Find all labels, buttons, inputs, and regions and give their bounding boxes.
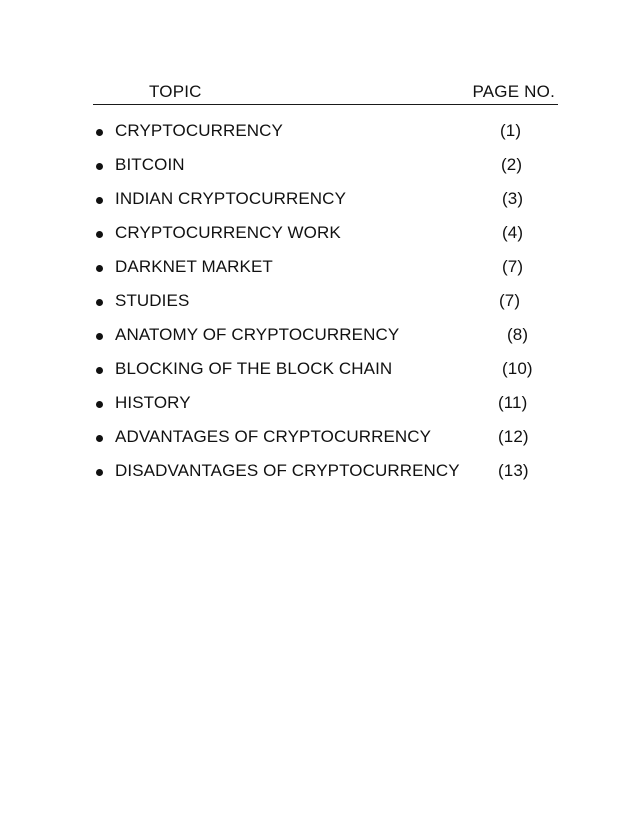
bullet-icon: [96, 367, 103, 374]
bullet-icon: [96, 129, 103, 136]
toc-entry: [93, 325, 563, 359]
table-of-contents: [93, 121, 563, 495]
bullet-icon: [96, 435, 103, 442]
toc-entry-title: DISADVANTAGES OF CRYPTOCURRENCY: [115, 461, 460, 480]
toc-entry-page: (2): [501, 155, 523, 174]
toc-entry-page: (1): [500, 121, 522, 140]
toc-entry: [93, 393, 563, 427]
toc-entry-title: STUDIES: [115, 291, 190, 310]
bullet-icon: [96, 231, 103, 238]
toc-entry: [93, 223, 563, 257]
toc-entry-page: (8): [507, 325, 529, 344]
toc-entry-title: DARKNET MARKET: [115, 257, 273, 276]
toc-entry-title: BITCOIN: [115, 155, 185, 174]
toc-entry-title: BLOCKING OF THE BLOCK CHAIN: [115, 359, 393, 378]
toc-entry-page: (7): [499, 291, 521, 310]
bullet-icon: [96, 333, 103, 340]
toc-entry: [93, 189, 563, 223]
topic-column-heading: TOPIC: [149, 82, 202, 101]
bullet-icon: [96, 299, 103, 306]
toc-header: [93, 82, 558, 105]
toc-entry: [93, 257, 563, 291]
toc-entry-page: (3): [502, 189, 524, 208]
toc-entry-title: CRYPTOCURRENCY: [115, 121, 283, 140]
toc-entry-page: (13): [498, 461, 529, 480]
toc-entry-title: INDIAN CRYPTOCURRENCY: [115, 189, 347, 208]
toc-entry: [93, 359, 563, 393]
bullet-icon: [96, 163, 103, 170]
toc-entry: [93, 461, 563, 495]
bullet-icon: [96, 469, 103, 476]
toc-entry-page: (10): [502, 359, 533, 378]
toc-entry-title: ADVANTAGES OF CRYPTOCURRENCY: [115, 427, 432, 446]
toc-entry: [93, 291, 563, 325]
toc-entry-title: CRYPTOCURRENCY WORK: [115, 223, 341, 242]
toc-entry-title: HISTORY: [115, 393, 191, 412]
toc-entry: [93, 427, 563, 461]
toc-entry-page: (12): [498, 427, 529, 446]
page-number-column-heading: PAGE NO.: [472, 82, 555, 101]
bullet-icon: [96, 401, 103, 408]
toc-entry: [93, 155, 563, 189]
toc-entry-page: (4): [502, 223, 524, 242]
toc-entry-title: ANATOMY OF CRYPTOCURRENCY: [115, 325, 400, 344]
toc-entry-page: (7): [502, 257, 524, 276]
bullet-icon: [96, 265, 103, 272]
toc-entry-page: (11): [498, 393, 528, 412]
toc-entry: [93, 121, 563, 155]
bullet-icon: [96, 197, 103, 204]
